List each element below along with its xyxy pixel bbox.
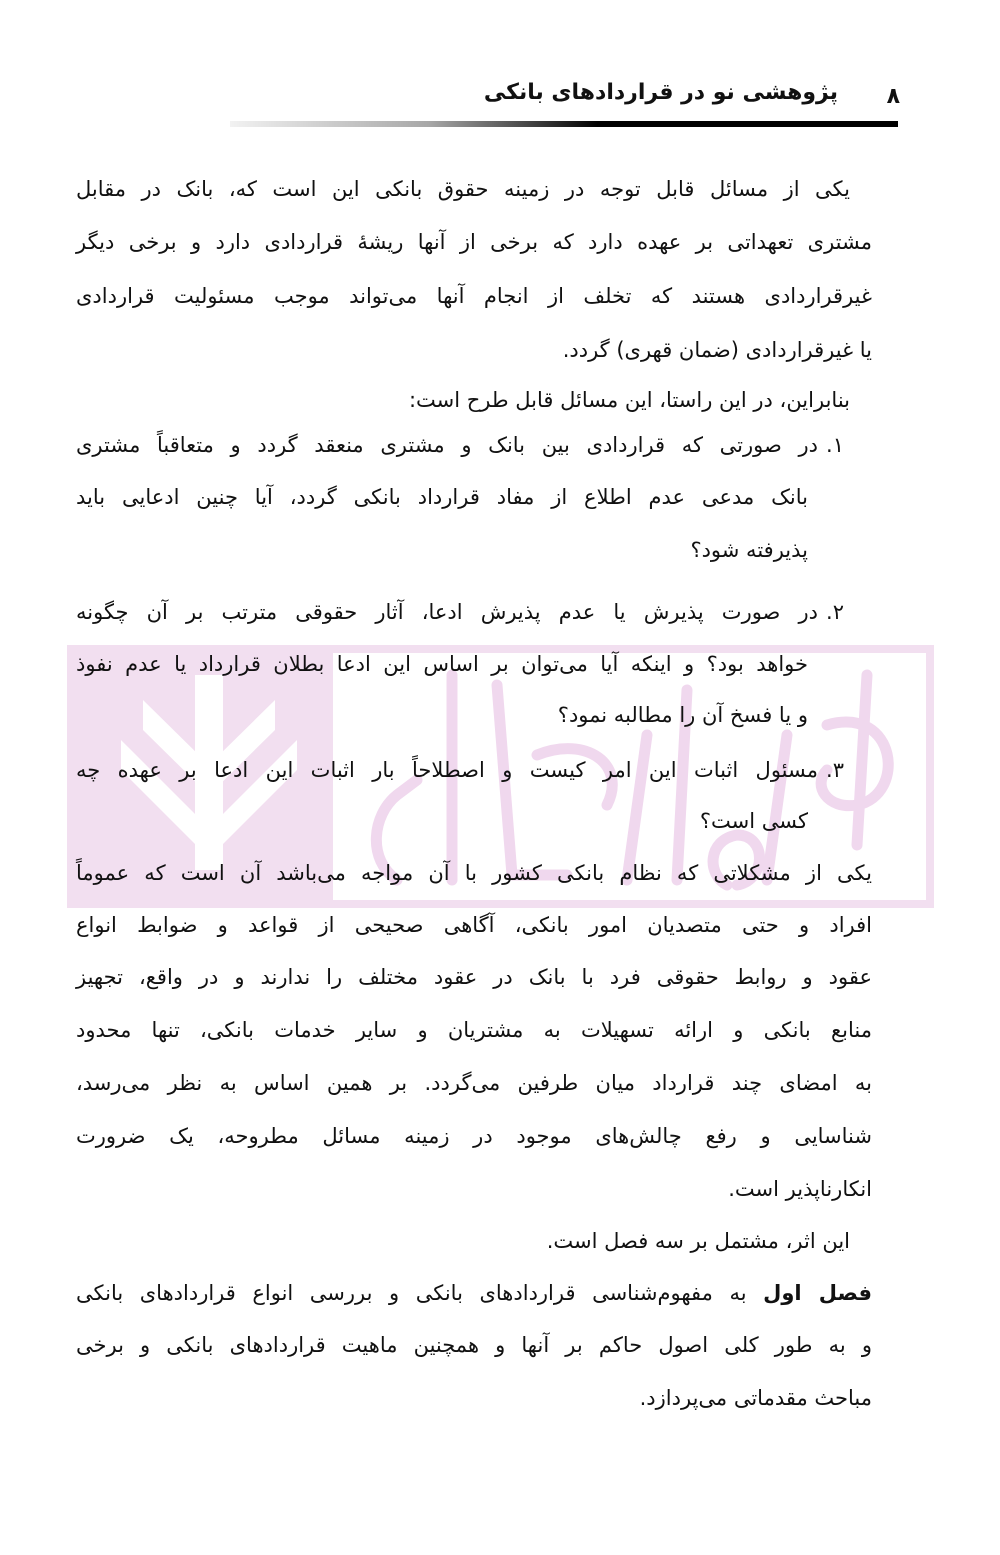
list-line: خواهد بود؟ و اینکه آیا می‌توان بر اساس این ادعا بطلان قرارداد یا عدم نفوذ <box>76 652 808 676</box>
paragraph-line: مشتری تعهداتی بر عهده دارد که برخی از آنها ریشهٔ قراردادی دارد و برخی دیگر <box>76 230 872 254</box>
list-number: ۲. <box>826 600 844 624</box>
paragraph-line: انکارناپذیر است. <box>728 1177 872 1201</box>
list-line: پذیرفته شود؟ <box>690 538 808 562</box>
paragraph-line: یا غیرقراردادی (ضمان قهری) گردد. <box>562 338 872 362</box>
paragraph-line: به امضای چند قرارداد میان طرفین می‌گردد. بر همین اساس به نظر می‌رسد، <box>76 1071 872 1095</box>
paragraph-line: منابع بانکی و ارائه تسهیلات به مشتریان و سایر خدمات بانکی، تنها محدود <box>76 1018 872 1042</box>
list-line: و یا فسخ آن را مطالبه نمود؟ <box>557 703 808 727</box>
list-line: مسئول اثبات این امر کیست و اصطلاحاً بار اثبات این ادعا بر عهده چه <box>76 758 818 782</box>
paragraph-line: غیرقراردادی هستند که تخلف از انجام آنها می‌تواند موجب مسئولیت قراردادی <box>76 284 872 308</box>
list-line: در صورتی که قراردادی بین بانک و مشتری منعقد گردد و متعاقباً مشتری <box>76 433 818 457</box>
list-line: کسی است؟ <box>699 809 808 833</box>
list-line: بانک مدعی عدم اطلاع از مفاد قرارداد بانکی گردد، آیا چنین ادعایی باید <box>76 485 808 509</box>
running-title: پژوهشی نو در قراردادهای بانکی <box>483 80 838 105</box>
paragraph-line: افراد و حتی متصدیان امور بانکی، آگاهی صحیحی از قواعد و ضوابط انواع <box>76 913 872 937</box>
paragraph-line <box>76 1276 872 1310</box>
list-number: ۳. <box>826 758 844 782</box>
paragraph-4: این اثر، مشتمل بر سه فصل است. <box>546 1229 850 1253</box>
list-number: ۱. <box>826 433 844 457</box>
paragraph-line: و به طور کلی اصول حاکم بر آنها و همچنین ماهیت قراردادهای بانکی و برخی <box>76 1333 872 1357</box>
paragraph-line: مباحث مقدماتی می‌پردازد. <box>639 1386 872 1410</box>
paragraph-line: شناسایی و رفع چالش‌های موجود در زمینه مسائل مطروحه، یک ضرورت <box>76 1124 872 1148</box>
paragraph-line: یکی از مسائل قابل توجه در زمینه حقوق بانکی این است که، بانک در مقابل <box>76 177 850 201</box>
list-line: در صورت پذیرش یا عدم پذیرش ادعا، آثار حقوقی مترتب بر آن چگونه <box>76 600 818 624</box>
chapter-one-label: فصل اول <box>763 1281 872 1305</box>
page-number: ۸ <box>886 84 900 109</box>
header-rule <box>230 121 898 127</box>
paragraph-line: یکی از مشکلاتی که نظام بانکی کشور با آن مواجه می‌باشد آن است که عموماً <box>76 861 872 885</box>
paragraph-line: عقود و روابط حقوقی فرد با بانک در عقود مختلف را ندارند و در واقع، تجهیز <box>76 965 872 989</box>
paragraph-text: به مفهوم‌شناسی قراردادهای بانکی و بررسی انواع قراردادهای بانکی <box>76 1281 764 1305</box>
running-header <box>100 76 900 116</box>
paragraph-2: بنابراین، در این راستا، این مسائل قابل طرح است: <box>408 388 850 412</box>
